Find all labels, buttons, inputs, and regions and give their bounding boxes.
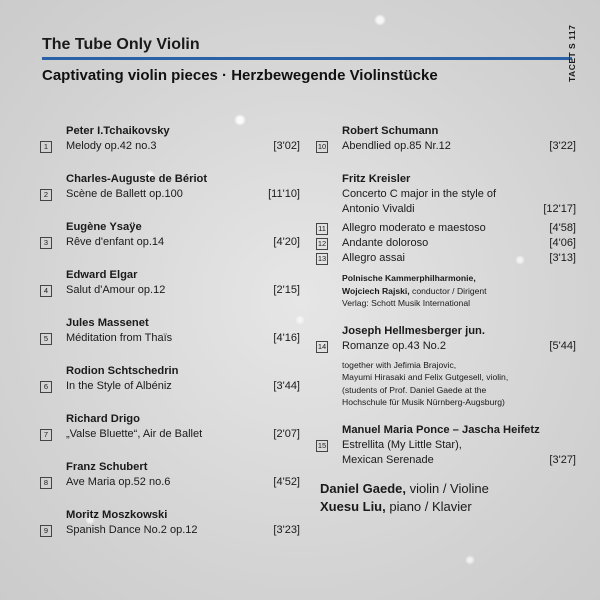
track-duration: [2'15] — [273, 284, 300, 296]
track-line — [40, 187, 300, 202]
composer-name: Peter I.Tchaikovsky — [66, 125, 170, 137]
performers-credits: Daniel Gaede, violin / Violine Xuesu Liu, piano / Klavier — [320, 480, 489, 514]
track-title: „Valse Bluette“, Air de Ballet — [66, 428, 203, 440]
track-title: Allegro assai — [342, 252, 405, 264]
album-title: The Tube Only Violin — [42, 36, 200, 53]
track-line — [40, 139, 300, 154]
composer-name: Moritz Moszkowski — [66, 509, 168, 521]
track-title: Romanze op.43 No.2 — [342, 339, 446, 352]
track-number: 2 — [40, 189, 52, 201]
performer-note: Polnische Kammerphilharmonie, Wojciech Rajski, conductor / Dirigent Verlag: Schott Musik International — [342, 273, 487, 308]
track-title: Spanish Dance No.2 op.12 — [66, 524, 198, 536]
piece — [40, 508, 300, 538]
piece — [40, 316, 300, 346]
composer-name: Jules Massenet — [66, 317, 149, 329]
track-title: Rêve d'enfant op.14 — [66, 236, 165, 248]
piece-ponce — [316, 423, 576, 468]
composer-name: Robert Schumann — [342, 125, 439, 137]
track-title: In the Style of Albéniz — [66, 380, 172, 392]
track-title: Scène de Ballett op.100 — [66, 188, 183, 200]
track-number: 4 — [40, 285, 52, 297]
track-duration: [4'16] — [273, 332, 300, 344]
composer-name: Eugène Ysaÿe — [66, 221, 142, 233]
composer-name: Fritz Kreisler — [342, 173, 411, 185]
title-rule — [42, 57, 572, 60]
track-line — [40, 283, 300, 298]
track-duration: [3'02] — [273, 140, 300, 152]
track-number: 11 — [316, 223, 328, 235]
track-number: 5 — [40, 333, 52, 345]
work-title-line: Concerto C major in the style of — [342, 188, 497, 200]
track-title: Abendlied op.85 Nr.12 — [342, 140, 451, 152]
track-number: 10 — [317, 142, 327, 151]
track-number: 14 — [317, 341, 327, 351]
track-line — [316, 139, 576, 154]
track-line — [316, 438, 576, 453]
track-duration: [2'07] — [273, 428, 300, 440]
track-duration: [3'27] — [549, 453, 576, 466]
piece — [40, 460, 300, 490]
composer-name: Rodion Schtschedrin — [66, 365, 179, 377]
track-line — [316, 339, 576, 354]
track-duration: [4'52] — [273, 476, 300, 488]
track-title: Melody op.42 no.3 — [66, 140, 157, 152]
track-list-right — [316, 124, 576, 516]
track-title: Méditation from Thaïs — [66, 332, 173, 344]
track-line — [40, 523, 300, 538]
track-duration: [4'58] — [549, 222, 576, 234]
track-duration: [4'06] — [549, 237, 576, 249]
piece — [40, 124, 300, 154]
track-title: Estrellita (My Little Star), — [342, 438, 462, 451]
track-number: 1 — [40, 141, 52, 153]
composer-name: Franz Schubert — [66, 461, 148, 473]
track-title: Allegro moderato e maestoso — [342, 222, 486, 234]
track-duration: [5'44] — [549, 339, 576, 352]
track-line — [316, 236, 576, 251]
work-title-line: Antonio Vivaldi [12'17] — [342, 203, 576, 215]
track-duration: [11'10] — [268, 188, 300, 200]
track-title: Andante doloroso — [342, 237, 429, 249]
composer-name: Manuel Maria Ponce – Jascha Heifetz — [342, 423, 540, 436]
composer-name: Edward Elgar — [66, 269, 138, 281]
track-duration: [3'23] — [273, 524, 300, 536]
catalog-number: TACET S 117 — [567, 24, 577, 82]
track-duration: [3'13] — [549, 252, 576, 264]
track-duration: [4'20] — [273, 236, 300, 248]
track-number: 9 — [40, 525, 52, 537]
piece — [40, 220, 300, 250]
track-number: 8 — [40, 477, 52, 489]
track-line — [316, 221, 576, 236]
track-number: 6 — [40, 381, 52, 393]
track-line — [316, 453, 576, 468]
track-number: 15 — [317, 440, 327, 450]
track-line — [40, 235, 300, 250]
track-number: 12 — [317, 239, 327, 248]
work-duration: [12'17] — [543, 203, 576, 215]
piece-schumann — [316, 124, 576, 154]
piece — [40, 412, 300, 442]
piece — [40, 268, 300, 298]
piece — [40, 364, 300, 394]
track-duration: [3'44] — [273, 380, 300, 392]
performer-note: together with Jefimia Brajovic, Mayumi Hirasaki and Felix Gutgesell, violin, (students of Prof. Daniel Gaede at the Hochschule für Musik Nürnberg-Augsburg) — [342, 359, 509, 407]
piece-kreisler — [316, 172, 576, 310]
piece — [40, 172, 300, 202]
track-number: 7 — [40, 429, 52, 441]
track-line — [316, 251, 576, 266]
track-line — [40, 331, 300, 346]
composer-name: Richard Drigo — [66, 413, 140, 425]
track-line — [40, 475, 300, 490]
track-number: 13 — [317, 254, 327, 263]
track-title: Ave Maria op.52 no.6 — [66, 476, 171, 488]
track-line — [40, 427, 300, 442]
track-list-left — [40, 124, 300, 556]
track-line — [40, 379, 300, 394]
track-title: Salut d'Amour op.12 — [66, 284, 166, 296]
track-number: 3 — [40, 237, 52, 249]
track-duration: [3'22] — [549, 140, 576, 152]
composer-name: Joseph Hellmesberger jun. — [342, 324, 485, 337]
composer-name: Charles-Auguste de Bériot — [66, 173, 208, 185]
piece-hellmesberger — [316, 324, 576, 409]
track-title: Mexican Serenade — [342, 453, 434, 466]
album-subtitle: Captivating violin pieces · Herzbewegende Violinstücke — [42, 67, 438, 84]
